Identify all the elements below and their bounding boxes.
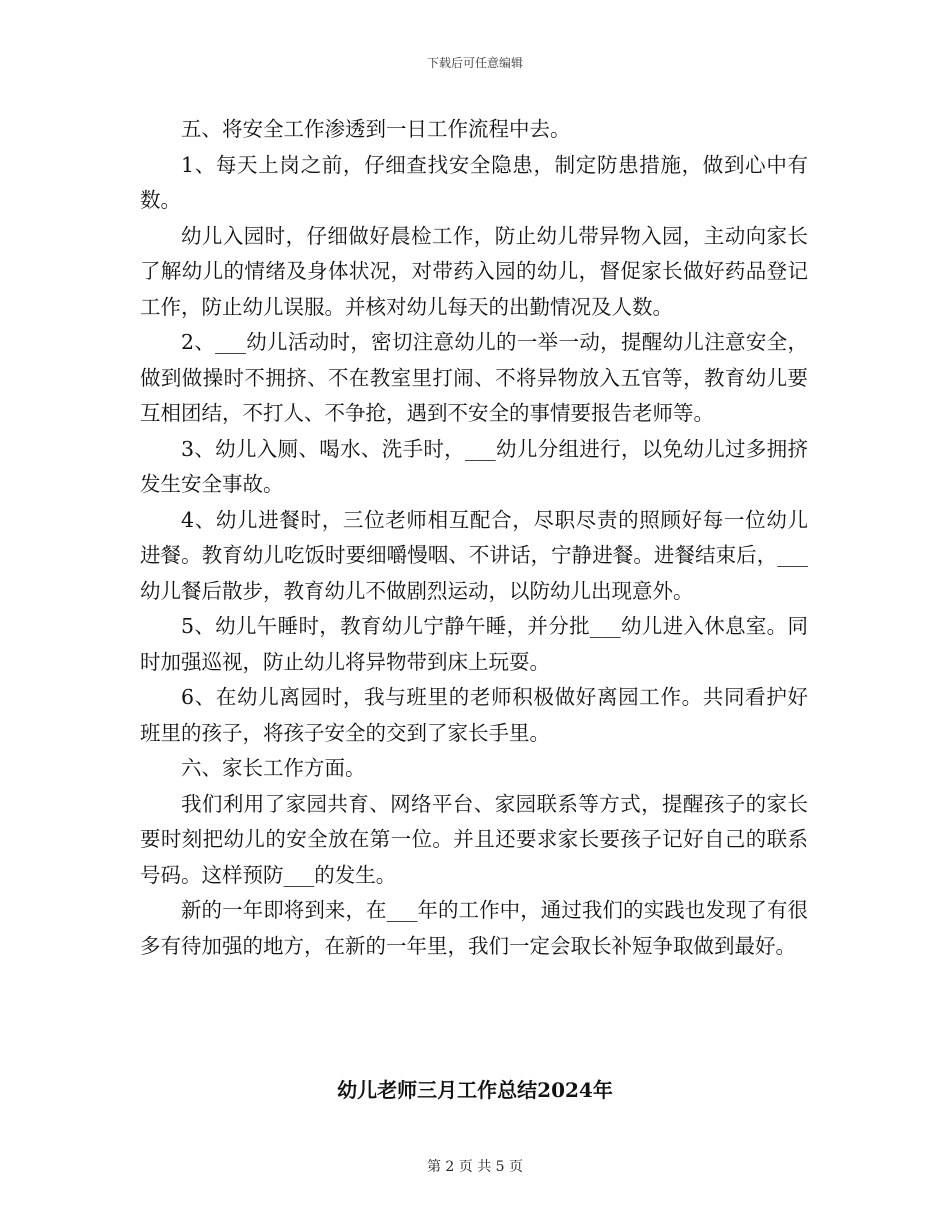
paragraph-arrival-check: 幼儿入园时，仔细做好晨检工作，防止幼儿带异物入园，主动向家长了解幼儿的情绪及身体状况，对带药入园的幼儿，督促家长做好药品登记工作，防止幼儿误服。并核对幼儿每天的出勤情况及人数。 <box>140 223 808 319</box>
document-title: 幼儿老师三月工作总结2024年 <box>337 1078 613 1102</box>
page-footer: 第 2 页 共 5 页 <box>426 1159 524 1175</box>
paragraph-parent-work: 我们利用了家园共育、网络平台、家园联系等方式，提醒孩子的家长要时刻把幼儿的安全放在第一位。并且还要求家长要孩子记好自己的联系号码。这样预防___的发生。 <box>140 791 808 887</box>
paragraph-item-2: 2、___幼儿活动时，密切注意幼儿的一举一动，提醒幼儿注意安全，做到做操时不拥挤、不在教室里打闹、不将异物放入五官等，教育幼儿要互相团结，不打人、不争抢，遇到不安全的事情要报告老师等。 <box>140 330 808 425</box>
document-body <box>140 112 808 964</box>
paragraph-item-4: 4、幼儿进餐时，三位老师相互配合，尽职尽责的照顾好每一位幼儿进餐。教育幼儿吃饭时要细嚼慢咽、不讲话，宁静进餐。进餐结束后，___幼儿餐后散步，教育幼儿不做剧烈运动，以防幼儿出现意外。 <box>140 507 808 603</box>
page-header: 下载后可任意编辑 <box>426 56 523 70</box>
paragraph-item-5: 5、幼儿午睡时，教育幼儿宁静午睡，并分批___幼儿进入休息室。同时加强巡视，防止幼儿将异物带到床上玩耍。 <box>140 614 808 674</box>
paragraph-item-6: 6、在幼儿离园时，我与班里的老师积极做好离园工作。共同看护好班里的孩子，将孩子安全的交到了家长手里。 <box>140 685 808 745</box>
paragraph-item-1: 1、每天上岗之前，仔细查找安全隐患，制定防患措施，做到心中有数。 <box>140 152 808 212</box>
paragraph-closing: 新的一年即将到来，在___年的工作中，通过我们的实践也发现了有很多有待加强的地方，在新的一年里，我们一定会取长补短争取做到最好。 <box>140 898 808 958</box>
section-heading-parent-work: 六、家长工作方面。 <box>181 756 366 780</box>
paragraph-item-3: 3、幼儿入厕、喝水、洗手时，___幼儿分组进行，以免幼儿过多拥挤发生安全事故。 <box>140 436 808 496</box>
section-heading-safety-workflow: 五、将安全工作渗透到一日工作流程中去。 <box>181 117 571 141</box>
